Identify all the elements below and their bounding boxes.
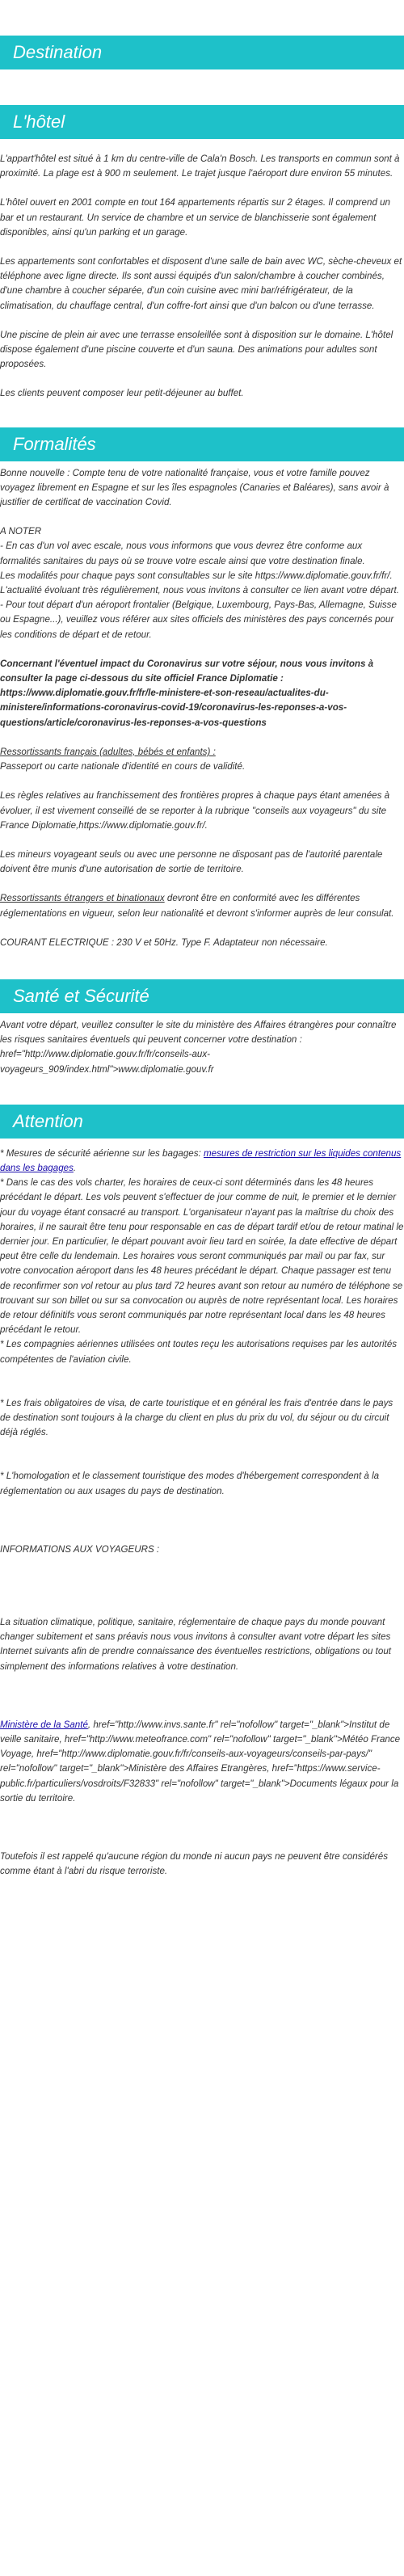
section-title-formalites: Formalités [0,427,404,461]
attention-bagages-end: . [73,1162,77,1173]
hotel-paragraph: Une piscine de plein air avec une terrasse ensoleillée sont à disposition sur le domaine. L'hôtel dispose également d'une piscine couverte et d'un sauna. Des animations pour adultes sont proposées. [0,329,393,370]
attention-compagnies: * Les compagnies aériennes utilisées ont toutes reçu les autorisations requises par les autorités compétentes de l'aviation civile. [0,1339,398,1365]
formalites-content [0,466,404,950]
note-heading: A NOTER [0,526,42,537]
hotel-paragraph: Les appartements sont confortables et disposent d'une salle de bain avec WC, sèche-cheveux et téléphone avec ligne directe. Ils sont aussi équipés d'un salon/chambre à coucher combinés, d'une chambre à coucher séparée, d'un coin cuisine avec mini bar/réfrigérateur, de la climatisation, du chauffage central, d'un coffre-fort ainsi que d'un balcon ou d'une terrasse. [0,256,402,311]
hotel-paragraph: L'appart'hôtel est situé à 1 km du centre-ville de Cala'n Bosch. Les transports en commun sont à proximité. La plage est à 900 m seulement. Le trajet jusque l'aéroport dure environ 55 minutes. [0,154,400,179]
hotel-content [0,152,404,402]
sites-links [0,1718,404,1806]
courant-electrique: COURANT ELECTRIQUE : 230 V et 50Hz. Type F. Adaptateur non nécessaire. [0,937,328,948]
sante-content [0,1018,404,1077]
section-title-attention: Attention [0,1105,404,1139]
attention-frais: * Les frais obligatoires de visa, de carte touristique et en général les frais d'entrée dans le pays de destination sont toujours à la charge du client en plus du prix du vol, du séjour ou du circuit déjà réglés. [0,1397,393,1438]
section-title-destination: Destination [0,36,404,69]
attention-content [0,1147,404,1879]
ressortissants-francais-text: Passeport ou carte nationale d'identité en cours de validité. [0,761,246,772]
note-item: Les modalités pour chaque pays sont consultables sur le site https://www.diplomatie.gouv.fr/fr/. L'actualité évoluant très régulièrement, nous vous invitons à consulter ce lien avant votre départ. [0,570,399,596]
terrorisme-paragraph: Toutefois il est rappelé qu'aucune région du monde ni aucun pays ne peuvent être considérés comme étant à l'abri du risque terroriste. [0,1851,389,1877]
informations-voyageurs-text: La situation climatique, politique, sanitaire, réglementaire de chaque pays du monde pouvant changer subitement et sans préavis nous vous invitons à consulter avant votre départ les sites Internet suivants afin de prendre connaissance des éventuelles restrictions, obligations ou tout simplement des informations relatives à votre destination. [0,1617,392,1672]
mineurs-paragraph: Les mineurs voyageant seuls ou avec une personne ne disposant pas de l'autorité parentale doivent être munis d'une autorisation de sortie de territoire. [0,848,383,875]
sites-links-text: , href="http://www.invs.sante.fr" rel="nofollow" target="_blank">Institut de veille sanitaire, href="http://www.meteofrance.com" rel="nofollow" target="_blank">Météo France Voyage, href="http://www.diplomatie.gouv.fr/fr/conseils-aux-voyageurs/conseils-par-pays/" rel="nofollow" target="_blank">Ministère des Affaires Etrangères, href="https://www.service-public.fr/particuliers/vosdroits/F32833" rel="nofollow" target="_blank">Documents légaux pour la sortie du territoire. [0,1719,401,1804]
section-title-hotel: L'hôtel [0,105,404,139]
attention-charter: * Dans le cas des vols charter, les horaires de ceux-ci sont déterminés dans les 48 heures précédant le départ. Les vols peuvent s'effectuer de jour comme de nuit, le premier et le dernier jour du voyage étant consacré au transport. L'organisateur n'ayant pas la maîtrise du choix des horaires, il ne saurait être tenu pour responsable en cas de départ tardif et/ou de retour matinal le dernier jour. En particulier, le départ pouvant avoir lieu tard en soirée, la date effective de départ peut être celle du lendemain. Les horaires vous seront communiqués par mail ou par fax, sur votre convocation aéroport dans les 48 heures précédant le départ. Chaque passager est tenu de reconfirmer son vol retour au plus tard 72 heures avant son retour au numéro de téléphone se trouvant sur son billet ou sur sa convocation ou auprès de notre représentant local. Les horaires de retour définitifs vous seront communiqués par notre représentant local dans les 48 heures précédant le retour. [0,1177,404,1336]
attention-homologation: * L'homologation et le classement touristique des modes d'hébergement correspondent à la réglementation ou aux usages du pays de destination. [0,1471,380,1496]
liquides-restriction-link[interactable]: mesures de restriction sur les liquides contenus dans les bagages [0,1147,402,1173]
ressortissants-etrangers-heading: Ressortissants étrangers et binationaux [0,893,165,904]
sante-paragraph: Avant votre départ, veuillez consulter le site du ministère des Affaires étrangères pour connaître les risques sanitaires éventuels qui peuvent concerner votre destination : href="http://www.diplomatie.gouv.fr/fr/conseils-aux-voyageurs_909/index.html">www.diplomatie.gouv.fr [0,1019,397,1075]
formalites-paragraph: Bonne nouvelle : Compte tenu de votre nationalité française, vous et votre famille pouvez voyagez librement en Espagne et sur les îles espagnoles (Canaries et Baléares), sans avoir à justifier de certificat de vaccination Covid. [0,467,389,508]
informations-voyageurs-heading: INFORMATIONS AUX VOYAGEURS : [0,1543,160,1555]
attention-bagages [0,1147,404,1176]
coronavirus-notice: Concernant l'éventuel impact du Coronavirus sur votre séjour, nous vous invitons à consulter la page ci-dessous du site officiel France Diplomatie : https://www.diplomatie.gouv.fr/fr/le-ministere-et-son-reseau/actualites-du-ministere/informations-coronavirus-covid-19/coronavirus-les-reponses-a-vos-questions/article/coronavirus-les-reponses-a-vos-questions [0,658,374,728]
ressortissants-etrangers-text: devront être en conformité avec les différentes réglementations en vigueur, selon leur nationalité et devront s'informer auprès de leur consulat. [0,893,394,919]
regles-paragraph: Les règles relatives au franchissement des frontières propres à chaque pays étant amenées à évoluer, il est vivement conseillé de se reporter à la rubrique "conseils aux voyageurs" du site France Diplomatie,https://www.diplomatie.gouv.fr/. [0,790,390,831]
hotel-paragraph: Les clients peuvent composer leur petit-déjeuner au buffet. [0,388,244,399]
section-title-sante: Santé et Sécurité [0,979,404,1013]
note-item: - Pour tout départ d'un aéroport frontalier (Belgique, Luxembourg, Pays-Bas, Allemagne, Suisse ou Espagne...), veuillez vous référer aux sites officiels des ministères des pays concernés pour les conditions de départ et de retour. [0,600,397,640]
hotel-paragraph: L'hôtel ouvert en 2001 compte en tout 164 appartements répartis sur 2 étages. Il comprend un bar et un restaurant. Un service de chambre et un service de blanchisserie sont également disponibles, ainsi qu'un parking et un garage. [0,197,391,238]
ministere-sante-link[interactable]: Ministère de la Santé [0,1719,88,1730]
attention-bagages-text: * Mesures de sécurité aérienne sur les bagages: [0,1147,204,1159]
note-item: - En cas d'un vol avec escale, nous vous informons que vous devrez être conforme aux formalités sanitaires du pays où se trouve votre escale ainsi que votre destination finale. [0,541,365,566]
ressortissants-etrangers [0,891,404,920]
ressortissants-francais-heading: Ressortissants français (adultes, bébés et enfants) : [0,746,216,757]
